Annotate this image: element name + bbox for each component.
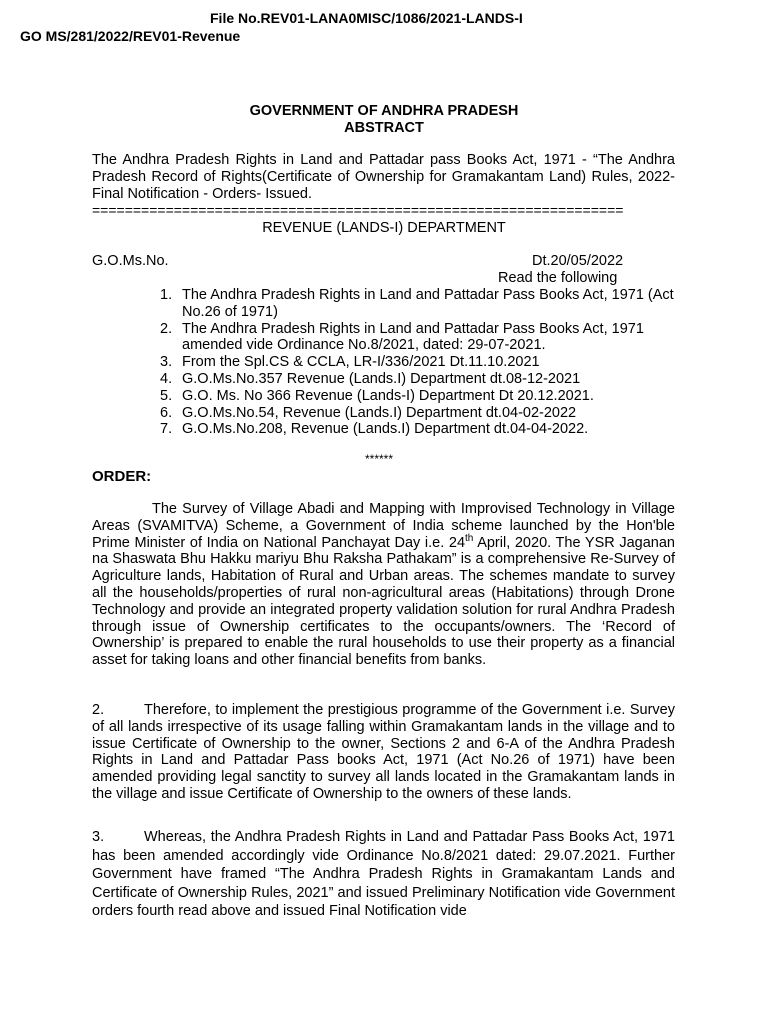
paragraph-2-number: 2. <box>92 702 105 718</box>
abstract-title: ABSTRACT <box>344 120 424 136</box>
reference-text: G.O.Ms.No.54, Revenue (Lands.I) Department dt.04-02-2022 <box>182 404 577 421</box>
paragraph-1-text-end: April, 2020. The YSR Jaganan na Shaswata Bhu Hakku mariyu Bhu Raksha Pathakam” is a comprehensive Re-Survey of Agriculture lands, Habitation of Rural and Urban areas. The schemes mandate to survey all the households/properties of rural non-agricultural areas (Habitations) through Drone Technology and provide an integrated property validation solution for rural Andhra Pradesh through issue of Ownership certificates to the occupants/owners. The ‘Record of Ownership’ is prepared to enable the rural households to use their property as a financial asset for taking loans and other financial benefits from banks. <box>92 534 675 669</box>
section-stars: ****** <box>365 452 394 466</box>
reference-number: 2. <box>160 320 173 337</box>
reference-item <box>160 354 680 371</box>
order-paragraph-1 <box>92 501 675 669</box>
paragraph-3-text: Whereas, the Andhra Pradesh Rights in Land and Pattadar Pass Books Act, 1971 has been amended accordingly vide Ordinance No.8/2021 dated: 29.07.2021. Further Government have framed “The Andhra Pradesh Rights in Gramakantam Lands and Certificate of Ownership Rules, 2021” and issued Preliminary Notification vide Government orders fourth read above and issued Final Notification vide <box>92 829 675 920</box>
reference-item <box>160 371 680 388</box>
paragraph-2-text: Therefore, to implement the prestigious programme of the Government i.e. Survey of all lands irrespective of its usage falling within Gramakantam lands in the village and to issue Certificate of Ownership to the owner, Sections 2 and 6-A of the Andhra Pradesh Rights in Land and Pattadar Pass books Act, 1971 (Act No.26 of 1971) have been amended providing legal sanctity to survey all lands located in the Gramakantam lands in the village and issue Certificate of Ownership to the owners of these lands. <box>92 702 675 802</box>
government-title: GOVERNMENT OF ANDHRA PRADESH <box>249 103 519 119</box>
reference-item <box>160 421 680 438</box>
reference-number: 3. <box>160 354 173 371</box>
ordinal-suffix: th <box>465 532 474 544</box>
reference-number: 4. <box>160 370 173 387</box>
department-name: REVENUE (LANDS-I) DEPARTMENT <box>262 220 506 236</box>
reference-item <box>160 405 680 422</box>
order-paragraph-2 <box>92 702 675 803</box>
abstract-text: The Andhra Pradesh Rights in Land and Pattadar pass Books Act, 1971 - “The Andhra Pradesh Record of Rights(Certificate of Ownership for Gramakantam Land) Rules, 2022- Final Notification - Orders- Issued. <box>92 152 675 202</box>
reference-item <box>160 388 680 405</box>
reference-text: G.O.Ms.No.208, Revenue (Lands.I) Department dt.04-04-2022. <box>182 421 589 438</box>
separator-rule: ================================================================= <box>92 202 624 218</box>
reference-number: 1. <box>160 287 173 303</box>
references-list <box>160 287 680 438</box>
paragraph-1-text-start: The Survey of Village Abadi and Mapping with Improvised Technology in Village Areas (SVAMITVA) Scheme, a Government of India scheme launched by the Hon'ble Prime Minister of India on National Panchayat Day i.e. 24 <box>92 501 675 551</box>
reference-number: 5. <box>160 387 173 404</box>
reference-number: 7. <box>160 421 173 438</box>
reference-text: The Andhra Pradesh Rights in Land and Pattadar Pass Books Act, 1971 (Act No.26 of 1971) <box>182 287 674 320</box>
reference-text: From the Spl.CS & CCLA, LR-I/336/2021 Dt.11.10.2021 <box>182 354 540 371</box>
reference-text: G.O.Ms.No.357 Revenue (Lands.I) Department dt.08-12-2021 <box>182 370 581 387</box>
paragraph-3-number: 3. <box>92 829 105 845</box>
read-following-label: Read the following <box>498 270 618 286</box>
reference-text: The Andhra Pradesh Rights in Land and Pattadar Pass Books Act, 1971 amended vide Ordinance No.8/2021, dated: 29-07-2021. <box>182 320 644 354</box>
reference-text: G.O. Ms. No 366 Revenue (Lands-I) Department Dt 20.12.2021. <box>182 387 594 404</box>
goms-label: G.O.Ms.No. <box>92 253 169 269</box>
order-paragraph-3 <box>92 828 675 921</box>
order-heading: ORDER: <box>92 468 152 485</box>
reference-item <box>160 321 680 355</box>
go-ms-reference: GO MS/281/2022/REV01-Revenue <box>20 28 241 44</box>
file-number: File No.REV01-LANA0MISC/1086/2021-LANDS-I <box>210 10 523 26</box>
reference-item <box>160 287 680 321</box>
order-date: Dt.20/05/2022 <box>532 253 624 269</box>
reference-number: 6. <box>160 404 173 421</box>
